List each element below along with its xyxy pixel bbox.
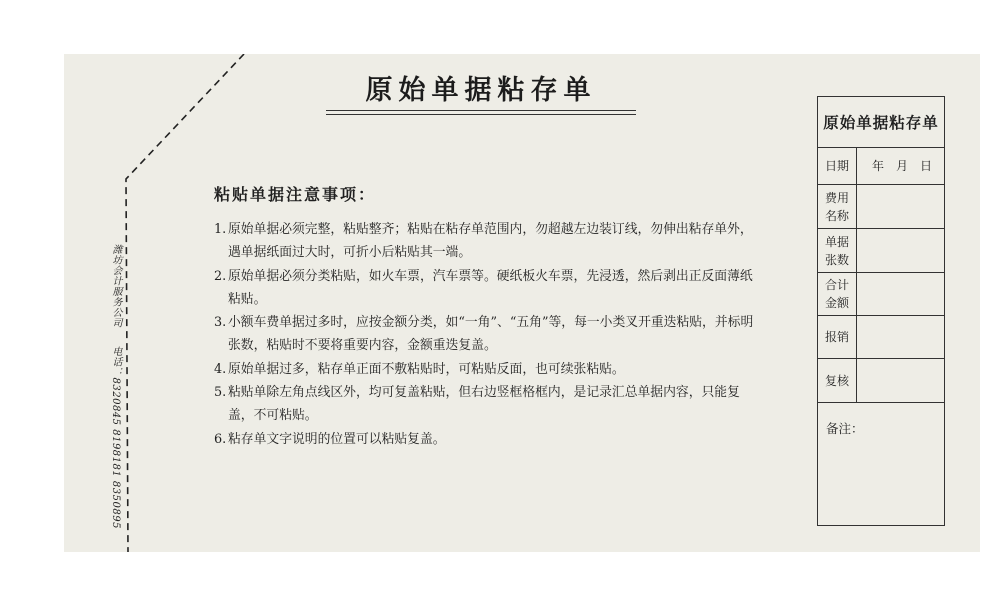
- total-amount-label: 合计 金额: [818, 273, 857, 315]
- note-text: 小额车费单据过多时，应按金额分类，如“一角”、“五角”等，每一小类叉开重迭粘贴，并标明张数，粘贴时不要将重要内容，金额重迭复盖。: [228, 315, 754, 354]
- note-text: 原始单据必须完整，粘贴整齐；粘贴在粘存单范围内，勿超越左边装订线，勿伸出粘存单外，遇单据纸面过大时，可折小后粘贴其一端。: [228, 222, 753, 261]
- stub-row-expense-name[interactable]: [818, 185, 944, 229]
- form-title: 原始单据粘存单: [365, 75, 597, 106]
- reimburse-label: 报销: [818, 316, 857, 358]
- review-label: 复核: [818, 359, 857, 402]
- note-number: 1.: [214, 222, 227, 237]
- remarks-label: 备注：: [826, 421, 864, 436]
- company-name: 潍坊会计服务公司: [110, 244, 121, 328]
- title-underline-second: [326, 114, 636, 115]
- note-item: [214, 218, 759, 265]
- company-phone: 电话：8320845 8198181 8350895: [110, 345, 121, 529]
- year-label: 年: [871, 159, 884, 173]
- note-number: 6.: [214, 431, 227, 447]
- stub-row-receipt-count[interactable]: [818, 229, 944, 273]
- notes-heading: 粘贴单据注意事项：: [214, 185, 377, 204]
- day-label: 日: [919, 159, 932, 173]
- note-item: [214, 428, 759, 451]
- notes-list: [214, 218, 759, 451]
- note-item: [214, 358, 759, 381]
- note-item: [214, 265, 759, 312]
- month-label: 月: [895, 159, 908, 173]
- summary-stub-box: [817, 96, 945, 526]
- note-number: 2.: [214, 268, 227, 284]
- receipt-count-label: 单据 张数: [818, 229, 857, 272]
- note-item: [214, 381, 759, 428]
- note-text: 原始单据过多，粘存单正面不敷粘贴时，可粘贴反面，也可续张粘贴。: [228, 361, 625, 377]
- note-number: 3.: [214, 315, 227, 331]
- date-field[interactable]: [856, 147, 944, 184]
- receipt-form-sheet: [64, 54, 980, 552]
- title-underline: [326, 110, 636, 111]
- note-item: [214, 311, 759, 358]
- date-label: 日期: [818, 147, 857, 184]
- stub-date-row: [818, 147, 944, 185]
- note-text: 原始单据必须分类粘贴，如火车票，汽车票等。硬纸板火车票，先浸透，然后剥出正反面薄纸粘贴。: [228, 268, 753, 307]
- note-number: 4.: [214, 361, 227, 377]
- note-text: 粘存单文字说明的位置可以粘贴复盖。: [228, 431, 446, 447]
- stub-row-total-amount[interactable]: [818, 273, 944, 316]
- stub-row-review[interactable]: [818, 359, 944, 403]
- stub-title: 原始单据粘存单: [818, 97, 944, 148]
- stub-row-reimburse[interactable]: [818, 316, 944, 359]
- note-text: 粘贴单除左角点线区外，均可复盖粘贴，但右边竖框格框内，是记录汇总单据内容，只能复盖，不可粘贴。: [228, 385, 740, 424]
- expense-name-label: 费用 名称: [818, 185, 857, 228]
- company-side-text: [108, 244, 123, 543]
- note-number: 5.: [214, 385, 227, 401]
